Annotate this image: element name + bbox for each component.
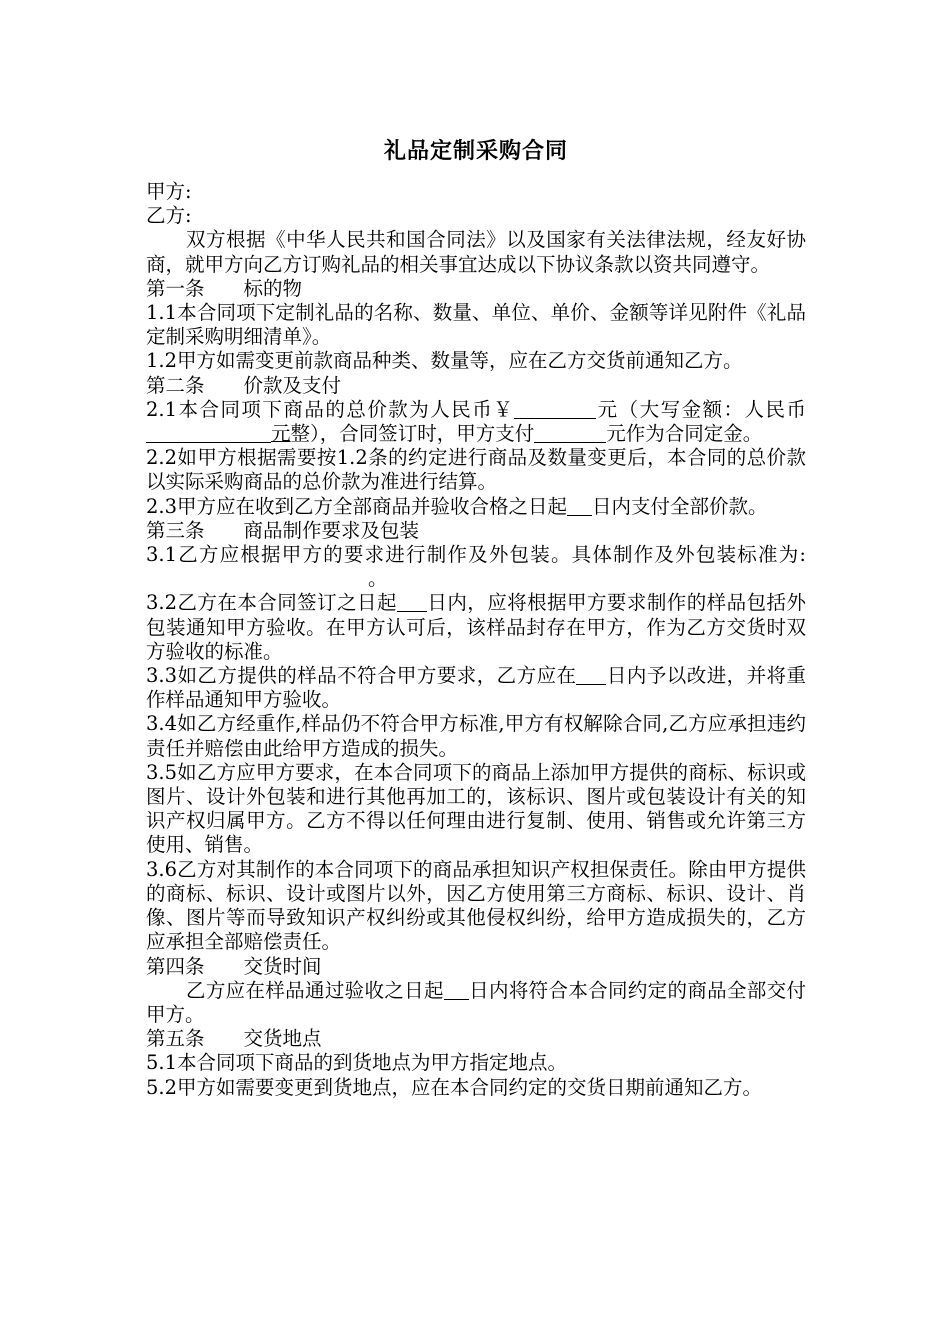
improve-days-blank	[576, 664, 606, 685]
clause-text: 2.3甲方应在收到乙方全部商品并验收合格之日起	[146, 494, 568, 518]
delivery-days-blank	[444, 979, 469, 1000]
party-b-line: 乙方:	[146, 204, 192, 228]
article-title: 交货时间	[243, 954, 322, 978]
clause-text: 日内予以改进，并将重作样品通知甲方验收。	[146, 664, 806, 712]
clause-2-3	[146, 495, 806, 519]
clause-text: 元	[271, 422, 291, 446]
clause-text: 日内，应将根据甲方要求制作的样品包括外包装通知甲方验收。在甲方认可后，该样品封存在甲方，作为乙方交货时双方验收的标准。	[146, 591, 806, 663]
article-number: 第二条	[146, 373, 205, 397]
clause-text: 乙方应在样品通过验收之日起	[186, 978, 444, 1002]
clause-text: 3.1乙方应根据甲方的要求进行制作及外包装。具体制作及外包装标准为:	[146, 543, 806, 567]
clause-2-1	[146, 398, 806, 446]
article-5-heading	[146, 1027, 806, 1051]
clause-text: 元（大写金额：人民币	[596, 397, 806, 421]
article-4-heading	[146, 955, 806, 979]
clause-3-1	[146, 543, 806, 591]
clause-text: 元作为合同定金。	[606, 422, 763, 446]
clause-text: 整），合同签订时，甲方支付	[290, 422, 535, 446]
uppercase-amount-blank	[146, 422, 271, 443]
clause-3-3	[146, 664, 806, 712]
article-1-heading	[146, 277, 806, 301]
article-number: 第四条	[146, 954, 205, 978]
clause-4	[146, 979, 806, 1027]
sample-days-blank	[397, 591, 427, 612]
clause-3-2	[146, 591, 806, 664]
intro-paragraph: 双方根据《中华人民共和国合同法》以及国家有关法律法规，经友好协商，就甲方向乙方订购礼品的相关事宜达成以下协议条款以资共同遵守。	[146, 228, 806, 276]
document-title: 礼品定制采购合同	[383, 138, 568, 164]
clause-2-2: 2.2如甲方根据需要按1.2条的约定进行商品及数量变更后，本合同的总价款以实际采购商品的总价款为准进行结算。	[146, 446, 806, 494]
clause-3-6: 3.6乙方对其制作的本合同项下的商品承担知识产权担保责任。除由甲方提供的商标、标识、设计或图片以外，因乙方使用第三方商标、标识、设计、肖像、图片等而导致知识产权纠纷或其他侵权纠纷，给甲方造成损失的，乙方应承担全部赔偿责任。	[146, 857, 806, 954]
clause-text: 。	[368, 567, 388, 591]
clause-1-2: 1.2甲方如需变更前款商品种类、数量等，应在乙方交货前通知乙方。	[146, 349, 743, 373]
clause-1-1: 1.1本合同项下定制礼品的名称、数量、单位、单价、金额等详见附件《礼品定制采购明细清单》。	[146, 301, 806, 349]
total-price-blank	[514, 398, 596, 419]
clause-text: 3.3如乙方提供的样品不符合甲方要求，乙方应在	[146, 664, 577, 688]
article-number: 第五条	[146, 1027, 205, 1051]
article-title: 商品制作要求及包装	[243, 518, 420, 542]
party-a-line: 甲方:	[146, 180, 192, 203]
deposit-blank	[534, 422, 606, 443]
article-title: 标的物	[243, 276, 303, 300]
clause-text: 2.1本合同项下商品的总价款为人民币￥	[146, 397, 515, 421]
article-title: 交货地点	[243, 1027, 322, 1051]
clause-text: 3.2乙方在本合同签订之日起	[146, 591, 397, 615]
article-3-heading	[146, 519, 806, 543]
clause-3-4: 3.4如乙方经重作,样品仍不符合甲方标准,甲方有权解除合同,乙方应承担违约责任并赔偿由此给甲方造成的损失。	[146, 712, 806, 760]
article-title: 价款及支付	[243, 373, 342, 397]
article-2-heading	[146, 374, 806, 398]
clause-5-2: 5.2甲方如需要变更到货地点，应在本合同约定的交货日期前通知乙方。	[146, 1075, 763, 1099]
clause-3-5: 3.5如乙方应甲方要求，在本合同项下的商品上添加甲方提供的商标、标识或图片、设计外包装和进行其他再加工的，该标识、图片或包装设计有关的知识产权归属甲方。乙方不得以任何理由进行复制、使用、销售或允许第三方使用、销售。	[146, 760, 806, 857]
contract-page	[146, 130, 806, 1100]
clause-5-1: 5.1本合同项下商品的到货地点为甲方指定地点。	[146, 1051, 568, 1075]
clause-text: 日内将符合本合同约定的商品全部交付甲方。	[146, 978, 806, 1026]
article-number: 第三条	[146, 518, 205, 542]
payment-days-blank	[567, 495, 592, 516]
article-number: 第一条	[146, 276, 205, 300]
clause-text: 日内支付全部价款。	[592, 494, 768, 518]
